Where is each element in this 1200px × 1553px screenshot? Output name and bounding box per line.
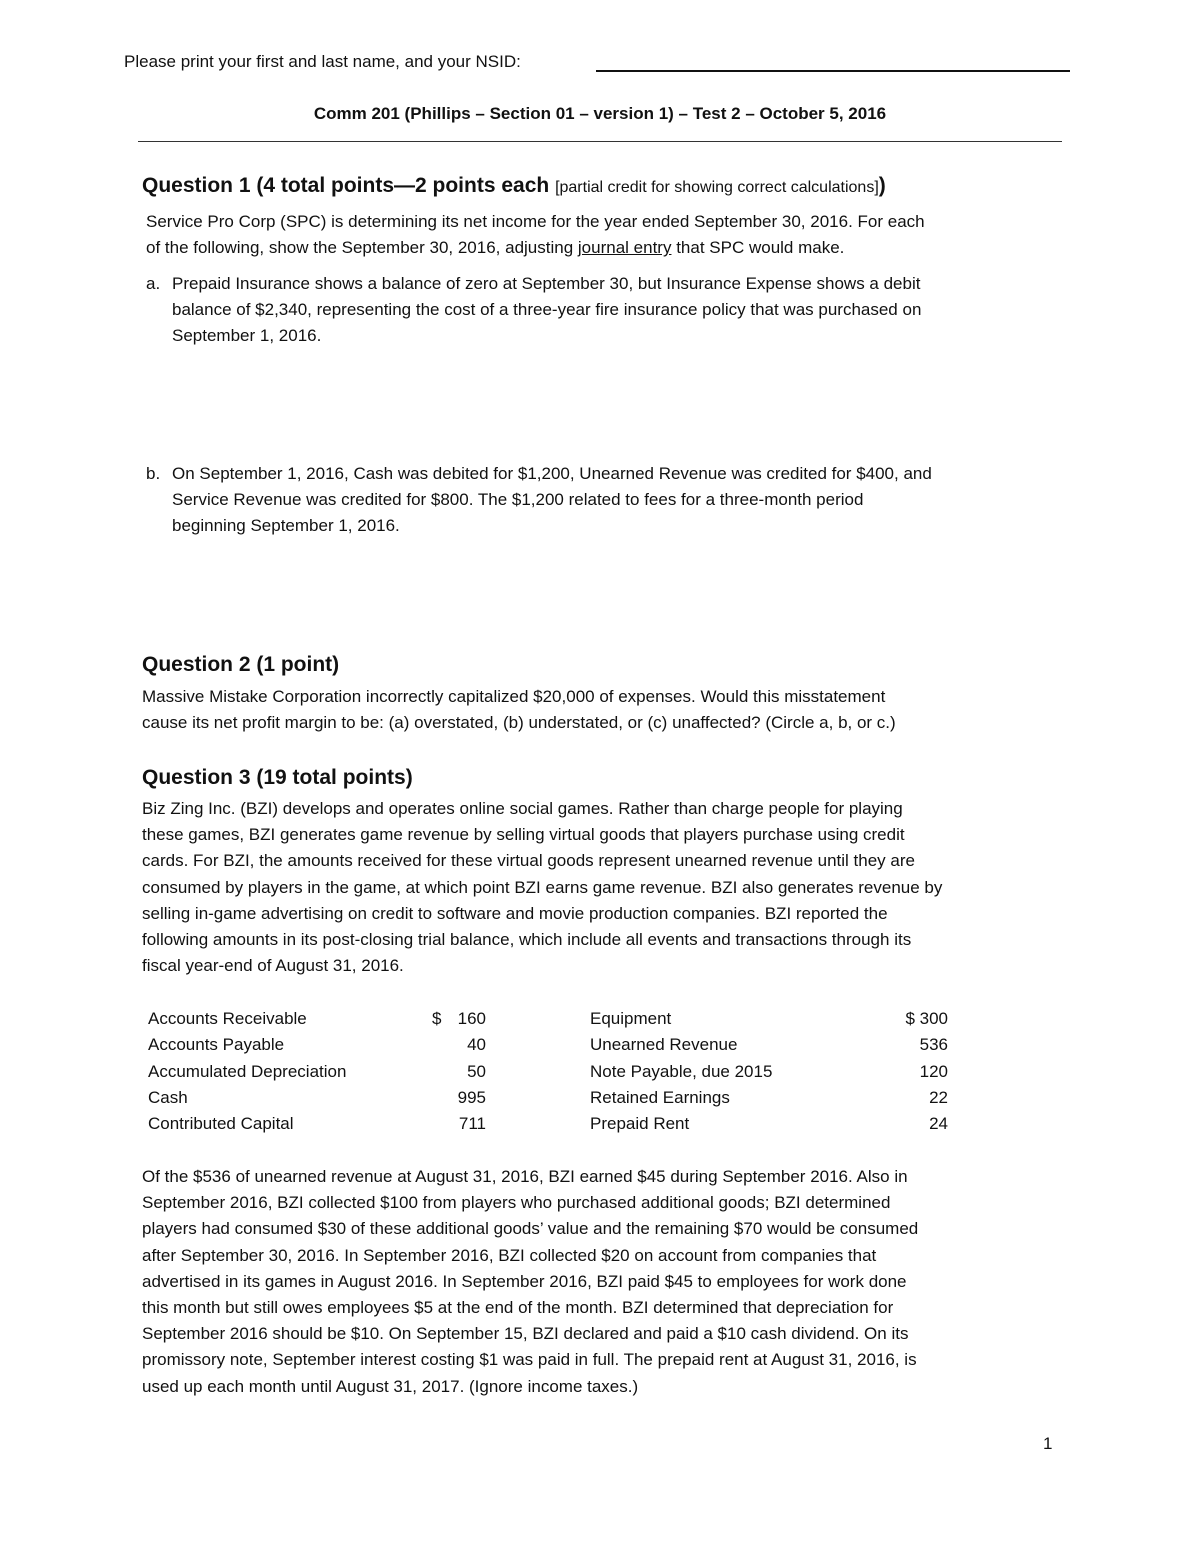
q3-intro-line: consumed by players in the game, at which point BZI earns game revenue. BZI also generates revenue by: [142, 877, 943, 897]
account-value: $ 300: [905, 1009, 948, 1029]
q3-intro: [142, 796, 1072, 979]
q3-detail-line: used up each month until August 31, 2017. (Ignore income taxes.): [142, 1376, 639, 1396]
part-a-line: balance of $2,340, representing the cost of a three-year fire insurance policy that was purchased on: [172, 300, 922, 320]
q1-heading-note: [partial credit for showing correct calculations]: [555, 179, 879, 196]
test-title: Comm 201 (Phillips – Section 01 – version 1) – Test 2 – October 5, 2016: [313, 104, 887, 123]
trial-balance-table: [148, 1006, 948, 1137]
account-name: Accounts Payable: [148, 1035, 285, 1055]
name-answer-line[interactable]: [596, 70, 1070, 72]
q1-heading-close: ): [878, 174, 886, 197]
part-b-line: Service Revenue was credited for $800. The $1,200 related to fees for a three-month period: [172, 490, 864, 510]
part-a-line: September 1, 2016.: [172, 326, 322, 346]
q1-intro-line: Service Pro Corp (SPC) is determining its net income for the year ended September 30, 2016. For each: [146, 212, 925, 231]
q1-heading: [142, 174, 886, 198]
q3-detail-line: advertised in its games in August 2016. In September 2016, BZI paid $45 to employees for work done: [142, 1271, 907, 1291]
account-value: 24: [929, 1114, 948, 1134]
account-value: 40: [467, 1035, 486, 1055]
q3-details: [142, 1164, 1072, 1400]
q3-intro-line: Biz Zing Inc. (BZI) develops and operates online social games. Rather than charge people for playing: [142, 799, 903, 818]
account-value: 711: [458, 1114, 486, 1134]
table-row: [148, 1059, 948, 1085]
q3-intro-line: fiscal year-end of August 31, 2016.: [142, 956, 404, 976]
q3-detail-line: players had consumed $30 of these additional goods’ value and the remaining $70 would be consumed: [142, 1219, 919, 1239]
name-prompt: Please print your first and last name, and your NSID:: [124, 52, 521, 71]
account-value: 995: [457, 1088, 486, 1108]
account-name: Accumulated Depreciation: [148, 1061, 347, 1081]
q1-heading-text: Question 1 (4 total points—2 points each: [142, 174, 550, 197]
title-divider: [138, 141, 1062, 142]
table-row: [148, 1111, 948, 1137]
account-name: Retained Earnings: [590, 1088, 730, 1108]
part-b-line: On September 1, 2016, Cash was debited for $1,200, Unearned Revenue was credited for $400, and: [172, 464, 932, 483]
q3-detail-line: September 2016 should be $10. On September 15, BZI declared and paid a $10 cash dividend. On its: [142, 1324, 909, 1344]
account-value: 50: [467, 1061, 486, 1081]
q2-heading: Question 2 (1 point): [142, 653, 340, 676]
part-b-label: b.: [146, 464, 161, 483]
table-row: [148, 1006, 948, 1032]
q2-line: cause its net profit margin to be: (a) overstated, (b) understated, or (c) unaffected? (Circle a, b, or c.): [142, 713, 896, 733]
account-name: Cash: [148, 1088, 188, 1108]
q1-intro: [146, 209, 1076, 261]
table-row: [148, 1032, 948, 1058]
account-value: 536: [919, 1035, 948, 1055]
account-value: 120: [919, 1061, 948, 1081]
account-name: Contributed Capital: [148, 1114, 294, 1134]
q3-detail-line: September 2016, BZI collected $100 from players who purchased additional goods; BZI determined: [142, 1193, 891, 1213]
account-name: Accounts Receivable: [148, 1009, 307, 1029]
part-b-line: beginning September 1, 2016.: [172, 516, 400, 536]
q3-intro-line: selling in-game advertising on credit to software and movie production companies. BZI reported the: [142, 903, 888, 923]
table-row: [148, 1085, 948, 1111]
q3-detail-line: Of the $536 of unearned revenue at August 31, 2016, BZI earned $45 during September 2016. Also in: [142, 1167, 908, 1186]
dollar-sign: [432, 1111, 448, 1137]
q3-intro-line: following amounts in its post-closing trial balance, which include all events and transactions through its: [142, 930, 912, 950]
q1-intro-line: [146, 235, 1076, 261]
journal-entry-underlined: journal entry: [577, 238, 672, 258]
q2-line: Massive Mistake Corporation incorrectly capitalized $20,000 of expenses. Would this misstatement: [142, 687, 886, 706]
q1-intro-text: of the following, show the September 30, 2016, adjusting: [146, 238, 574, 258]
account-name: Prepaid Rent: [590, 1114, 690, 1134]
q3-detail-line: after September 30, 2016. In September 2016, BZI collected $20 on account from companies that: [142, 1245, 877, 1265]
account-name: Unearned Revenue: [590, 1035, 738, 1055]
q3-detail-line: this month but still owes employees $5 at the end of the month. BZI determined that depreciation for: [142, 1298, 894, 1318]
page-number: 1: [1043, 1434, 1053, 1453]
q3-intro-line: cards. For BZI, the amounts received for these virtual goods represent unearned revenue until they are: [142, 851, 915, 871]
dollar-sign: [432, 1085, 448, 1111]
account-name: Equipment: [590, 1009, 672, 1029]
account-name: Note Payable, due 2015: [590, 1061, 773, 1081]
q3-heading: Question 3 (19 total points): [142, 766, 413, 789]
q3-detail-line: promissory note, September interest costing $1 was paid in full. The prepaid rent at August 31, 2016, is: [142, 1350, 917, 1370]
part-a-label: a.: [146, 274, 161, 293]
q2-text: [142, 684, 1072, 736]
dollar-sign: [432, 1032, 448, 1058]
q1-intro-text: that SPC would make.: [676, 238, 845, 258]
part-a-line: Prepaid Insurance shows a balance of zero at September 30, but Insurance Expense shows a debit: [172, 274, 921, 293]
account-value: 160: [457, 1009, 486, 1029]
account-value: 22: [929, 1088, 948, 1108]
dollar-sign: $: [432, 1009, 442, 1029]
q3-intro-line: these games, BZI generates game revenue by selling virtual goods that players purchase using credit: [142, 825, 905, 845]
dollar-sign: [432, 1059, 448, 1085]
